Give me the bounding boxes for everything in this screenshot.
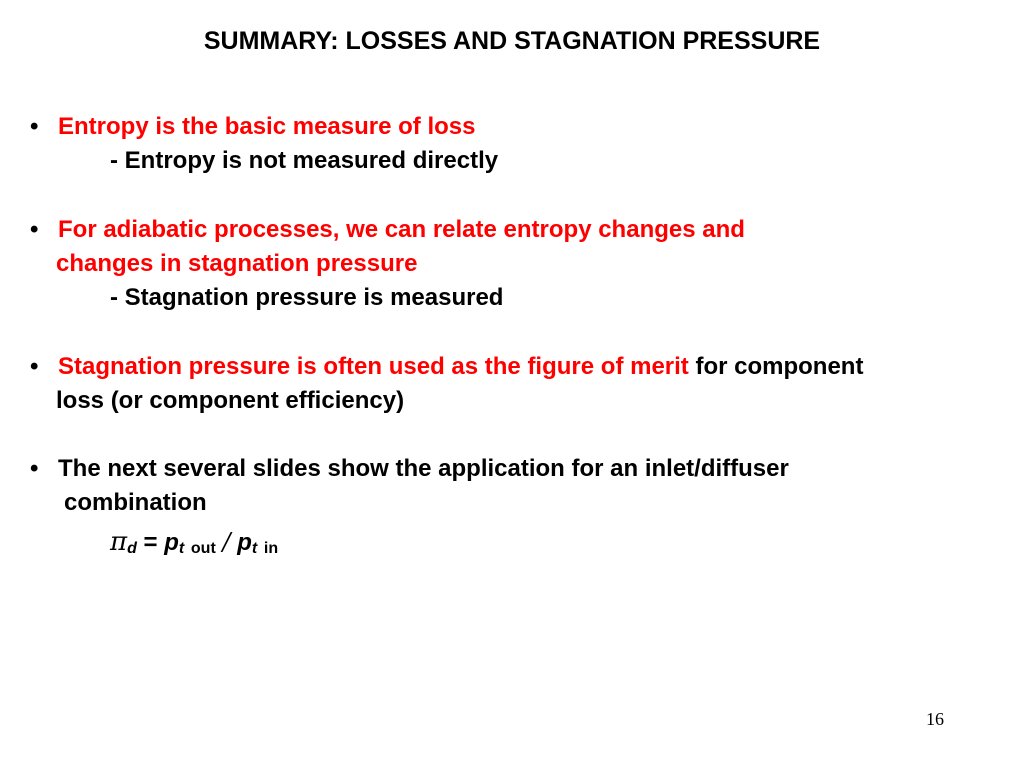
bullet-2-sub-line	[110, 283, 503, 313]
formula-in-subscript: in	[263, 540, 279, 557]
bullet-3-text-rest: for component	[688, 353, 864, 380]
bullet-1-sub-line	[110, 146, 498, 176]
bullet-2-line-2	[56, 249, 417, 279]
bullet-2-subtext: - Stagnation pressure is measured	[110, 284, 504, 311]
bullet-marker: •	[30, 113, 39, 140]
formula-pi-symbol: π	[110, 527, 128, 557]
bullet-3-line-2	[56, 386, 404, 416]
bullet-3-text-line-2: loss (or component efficiency)	[56, 387, 405, 414]
bullet-marker: •	[30, 455, 39, 482]
bullet-2-text-line-2: changes in stagnation pressure	[56, 250, 418, 277]
bullet-3-line-1	[58, 352, 863, 382]
page-number: 16	[926, 709, 944, 729]
formula-out-subscript: out	[190, 540, 216, 557]
bullet-2-text-line-1: For adiabatic processes, we can relate entropy changes and	[58, 216, 745, 243]
bullet-4-text-line-2: combination	[64, 489, 207, 516]
formula-t-subscript-denominator: t	[251, 540, 258, 557]
bullet-marker: •	[30, 216, 39, 243]
bullet-3-text-highlight: Stagnation pressure is often used as the figure of merit	[58, 353, 689, 380]
formula-pi-subscript: d	[127, 540, 137, 557]
formula-slash: /	[222, 528, 231, 556]
bullet-1-text: Entropy is the basic measure of loss	[58, 113, 476, 140]
diffuser-pressure-ratio-formula	[110, 527, 278, 561]
bullet-marker: •	[30, 353, 39, 380]
bullet-4-line-1	[58, 454, 789, 484]
bullet-1-subtext: - Entropy is not measured directly	[110, 147, 499, 174]
formula-t-subscript-numerator: t	[178, 540, 185, 557]
formula-equals: =	[136, 529, 165, 556]
bullet-4-line-2	[64, 488, 207, 518]
bullet-2-line-1	[58, 215, 745, 245]
bullet-1-line-1	[58, 112, 475, 142]
slide-title: SUMMARY: LOSSES AND STAGNATION PRESSURE	[203, 27, 821, 55]
formula-p-denominator: p	[237, 529, 252, 556]
bullet-4-text-line-1: The next several slides show the application for an inlet/diffuser	[58, 455, 789, 482]
formula-p-numerator: p	[164, 529, 179, 556]
